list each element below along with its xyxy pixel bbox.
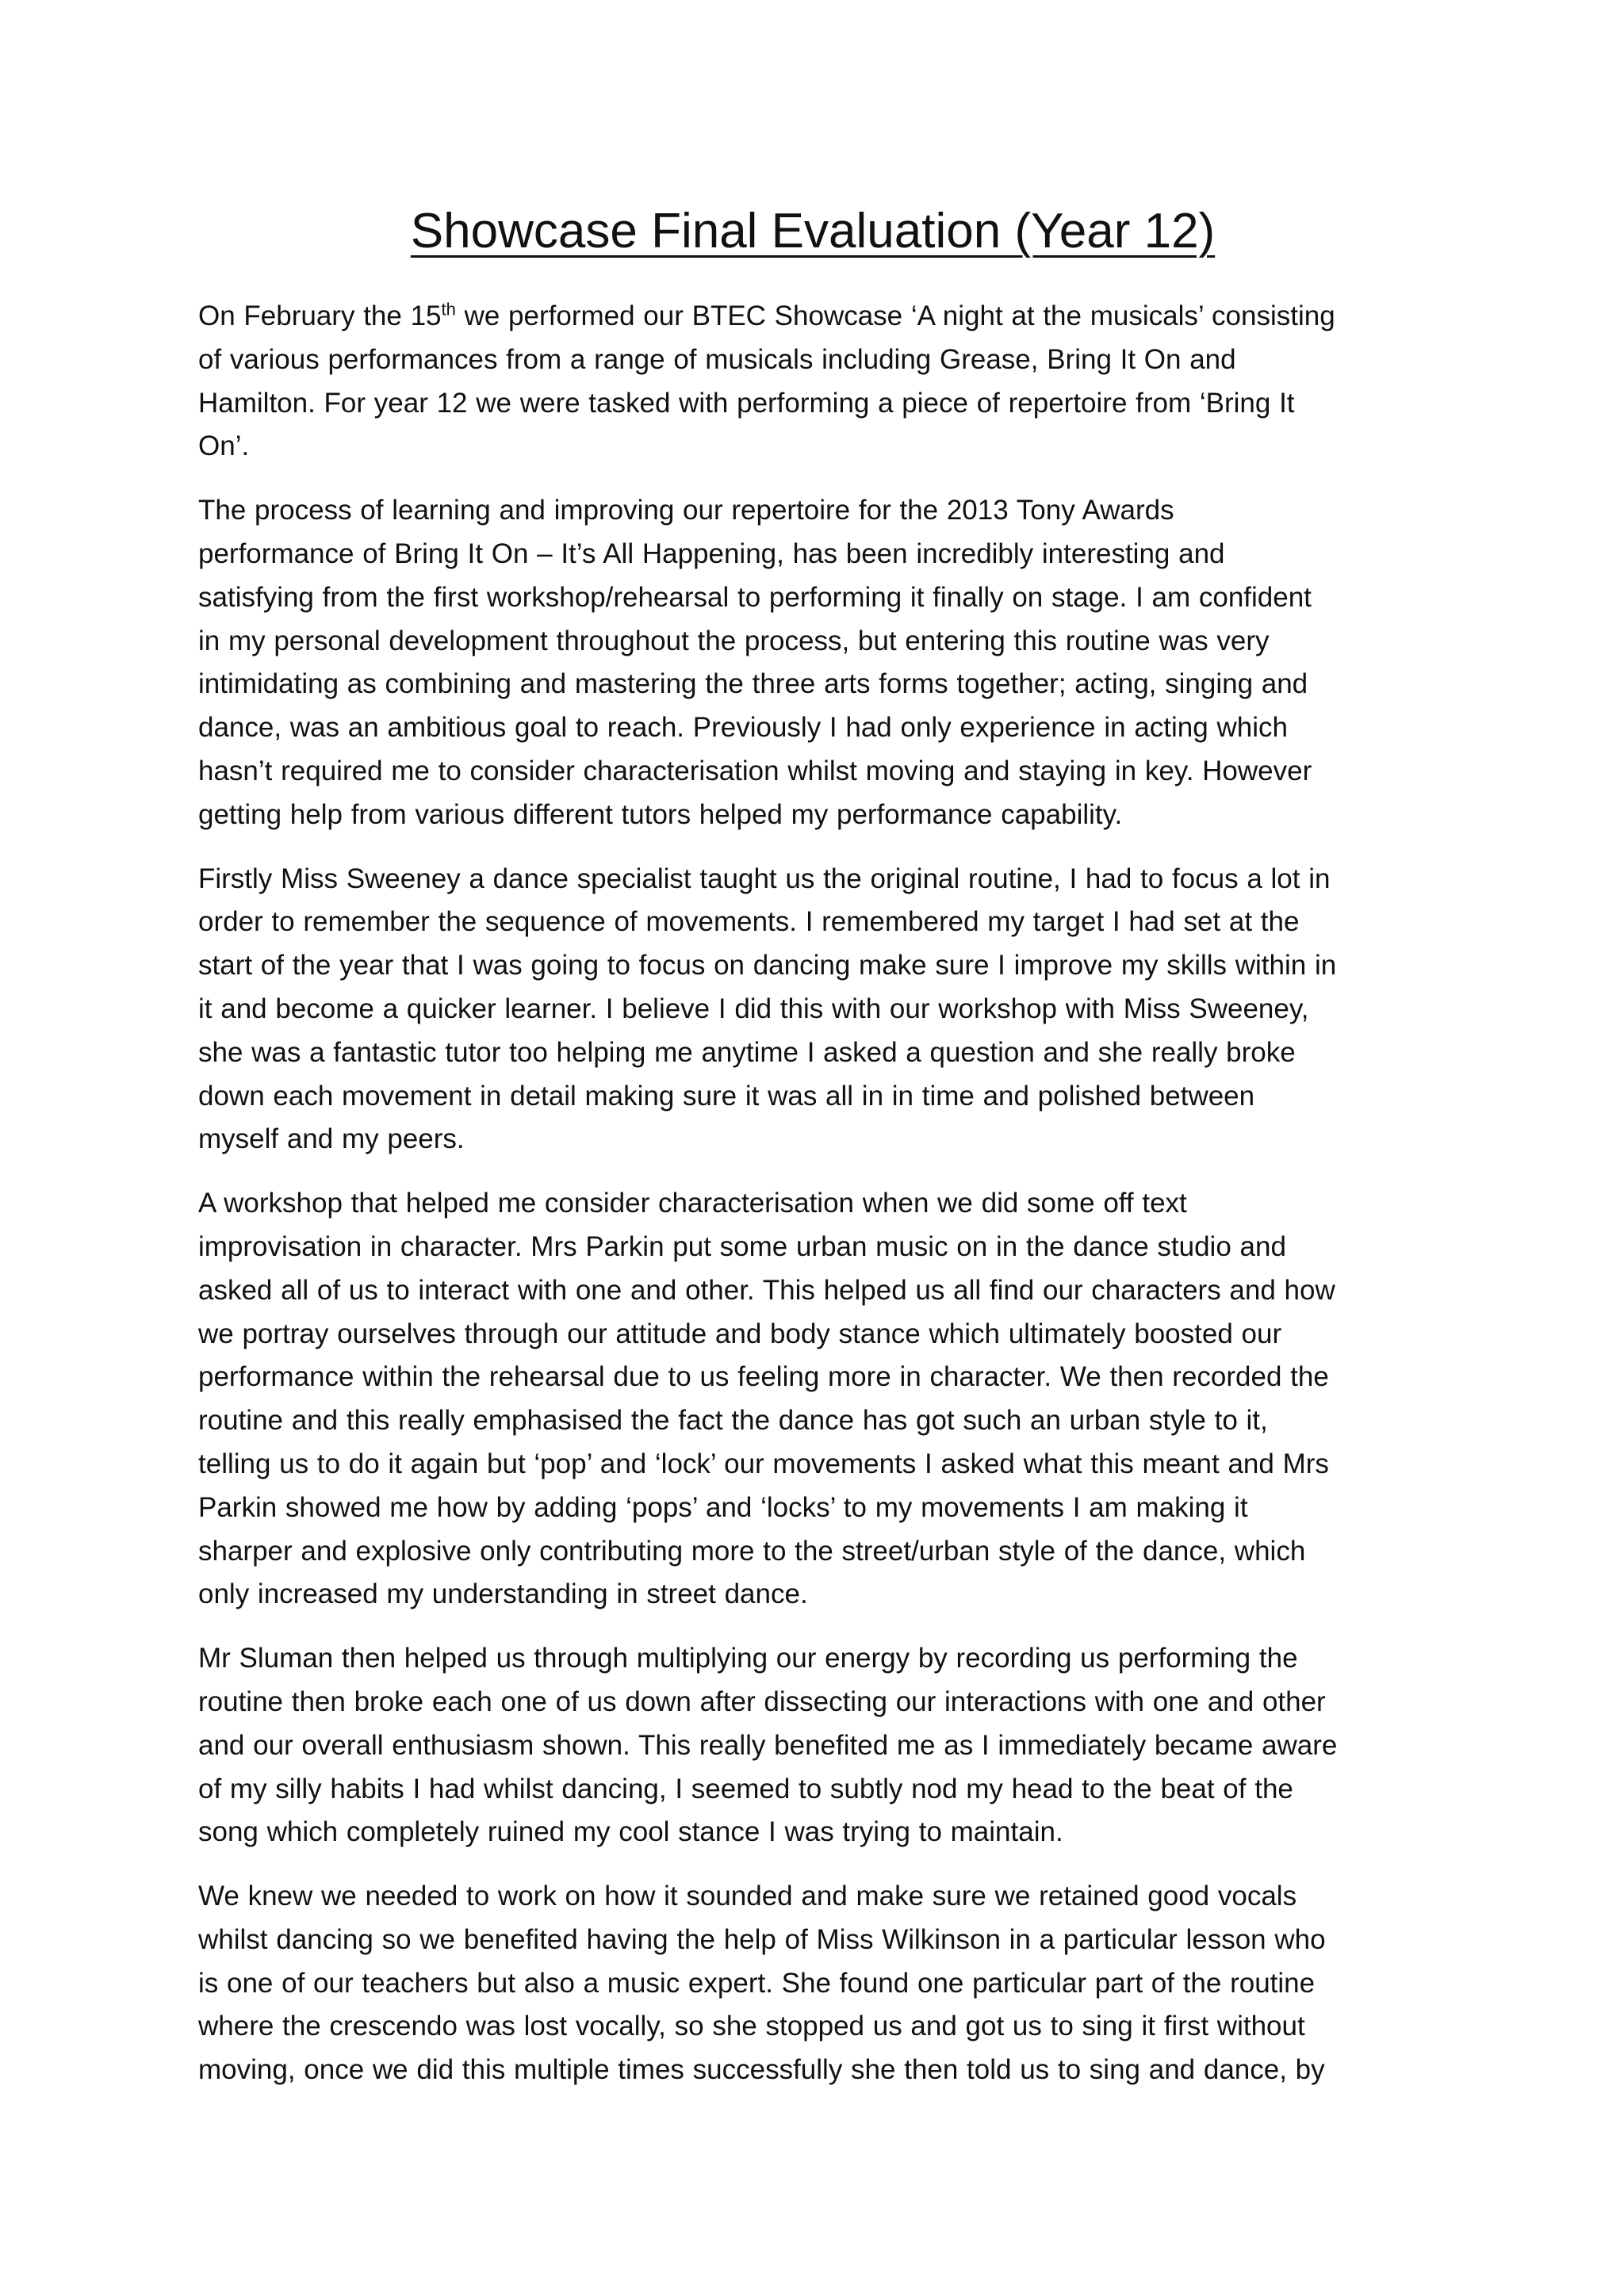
paragraph-5 xyxy=(198,1637,1451,1854)
paragraph-3 xyxy=(198,858,1451,1162)
paragraph-line: is one of our teachers but also a music expert. She found one particular part of the routine xyxy=(198,1967,1316,1999)
paragraph-line: and our overall enthusiasm shown. This really benefited me as I immediately became aware xyxy=(198,1729,1338,1761)
paragraph-line: we portray ourselves through our attitude and body stance which ultimately boosted our xyxy=(198,1318,1282,1349)
paragraph-line: where the crescendo was lost vocally, so she stopped us and got us to sing it first without xyxy=(198,2011,1305,2042)
paragraph-line: moving, once we did this multiple times successfully she then told us to sing and dance, by xyxy=(198,2054,1325,2086)
paragraph-line: sharper and explosive only contributing more to the street/urban style of the dance, which xyxy=(198,1535,1306,1567)
paragraph-line: Hamilton. For year 12 we were tasked with performing a piece of repertoire from ‘Bring It xyxy=(198,387,1295,419)
paragraph-line: telling us to do it again but ‘pop’ and ‘lock’ our movements I asked what this meant and Mrs xyxy=(198,1448,1329,1479)
paragraph-line: intimidating as combining and mastering the three arts forms together; acting, singing and xyxy=(198,668,1308,700)
paragraph-list xyxy=(198,489,1451,2092)
paragraph-line: Mr Sluman then helped us through multiplying our energy by recording us performing the xyxy=(198,1643,1298,1674)
paragraph-line: satisfying from the first workshop/rehearsal to performing it finally on stage. I am confident xyxy=(198,581,1312,613)
paragraph-line: dance, was an ambitious goal to reach. Previously I had only experience in acting which xyxy=(198,712,1288,744)
paragraph-line: asked all of us to interact with one and other. This helped us all find our characters and how xyxy=(198,1274,1335,1306)
paragraph-line: hasn’t required me to consider characterisation whilst moving and staying in key. However xyxy=(198,755,1312,786)
paragraph-line: whilst dancing so we benefited having the help of Miss Wilkinson in a particular lesson who xyxy=(198,1923,1326,1955)
paragraph-line: The process of learning and improving our repertoire for the 2013 Tony Awards xyxy=(198,495,1174,526)
paragraph-line: only increased my understanding in street dance. xyxy=(198,1578,808,1610)
paragraph-line: of my silly habits I had whilst dancing, I seemed to subtly nod my head to the beat of the xyxy=(198,1773,1293,1804)
paragraph-line: down each movement in detail making sure it was all in in time and polished between xyxy=(198,1080,1255,1112)
paragraph-6 xyxy=(198,1875,1451,2092)
date-text: On February the 15 xyxy=(198,300,442,331)
paragraph-line: We knew we needed to work on how it sounded and make sure we retained good vocals xyxy=(198,1881,1297,1912)
paragraph-line: myself and my peers. xyxy=(198,1123,465,1155)
paragraph-line: Firstly Miss Sweeney a dance specialist taught us the original routine, I had to focus a lot in xyxy=(198,863,1331,894)
paragraph-line: getting help from various different tutors helped my performance capability. xyxy=(198,798,1123,830)
document-title: Showcase Final Evaluation (Year 12) xyxy=(410,204,1216,258)
paragraph-line: in my personal development throughout the process, but entering this routine was very xyxy=(198,625,1270,656)
paragraph-line: Parkin showed me how by adding ‘pops’ and ‘locks’ to my movements I am making it xyxy=(198,1491,1248,1523)
document-body xyxy=(198,295,1451,2113)
paragraph-line xyxy=(198,295,1451,339)
paragraph-line: routine then broke each one of us down after dissecting our interactions with one and other xyxy=(198,1686,1326,1717)
ordinal-suffix: th xyxy=(441,299,456,320)
paragraph-line: improvisation in character. Mrs Parkin put some urban music on in the dance studio and xyxy=(198,1230,1286,1262)
paragraph-line: song which completely ruined my cool stance I was trying to maintain. xyxy=(198,1816,1063,1848)
paragraph-line: she was a fantastic tutor too helping me anytime I asked a question and she really broke xyxy=(198,1036,1296,1068)
paragraph-line: it and become a quicker learner. I believe I did this with our workshop with Miss Sweeney, xyxy=(198,993,1309,1024)
paragraph-line: order to remember the sequence of movements. I remembered my target I had set at the xyxy=(198,906,1300,938)
paragraph-line: start of the year that I was going to focus on dancing make sure I improve my skills within in xyxy=(198,950,1337,982)
paragraph-line: routine and this really emphasised the fact the dance has got such an urban style to it, xyxy=(198,1405,1268,1437)
paragraph-line: performance of Bring It On – It’s All Happening, has been incredibly interesting and xyxy=(198,538,1225,569)
paragraph-2 xyxy=(198,489,1451,836)
paragraph-line: of various performances from a range of musicals including Grease, Bring It On and xyxy=(198,343,1236,375)
paragraph-line: On’. xyxy=(198,430,250,462)
paragraph-4 xyxy=(198,1182,1451,1617)
paragraph-line: A workshop that helped me consider characterisation when we did some off text xyxy=(198,1188,1187,1219)
paragraph-1 xyxy=(198,295,1451,469)
line-continuation: we performed our BTEC Showcase ‘A night at the musicals’ consisting xyxy=(455,300,1335,331)
paragraph-line: performance within the rehearsal due to us feeling more in character. We then recorded the xyxy=(198,1361,1329,1393)
